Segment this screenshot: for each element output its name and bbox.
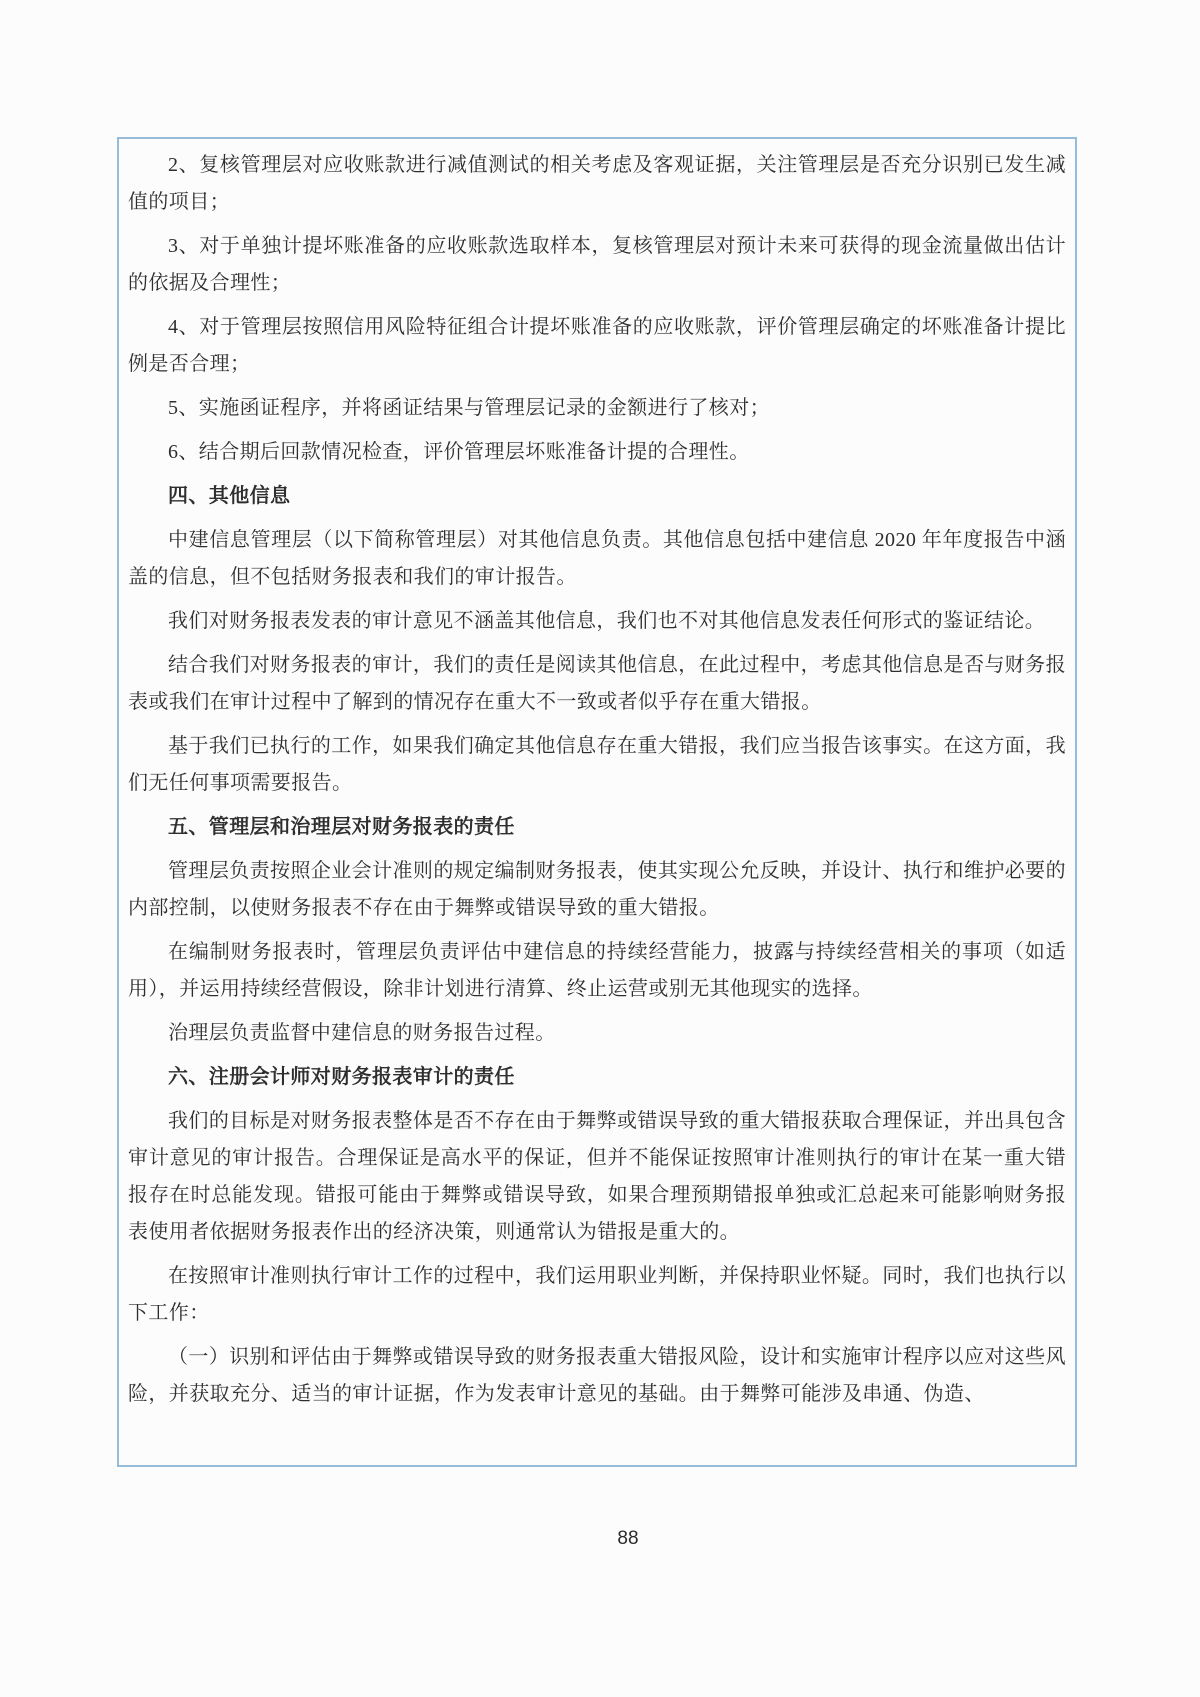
- report-paragraph: 结合我们对财务报表的审计，我们的责任是阅读其他信息，在此过程中，考虑其他信息是否与财务报表或我们在审计过程中了解到的情况存在重大不一致或者似乎存在重大错报。: [128, 654, 1066, 713]
- report-paragraph: 在按照审计准则执行审计工作的过程中，我们运用职业判断，并保持职业怀疑。同时，我们也执行以下工作：: [128, 1265, 1066, 1324]
- report-paragraph: 在编制财务报表时，管理层负责评估中建信息的持续经营能力，披露与持续经营相关的事项（如适用），并运用持续经营假设，除非计划进行清算、终止运营或别无其他现实的选择。: [128, 941, 1066, 1000]
- section-heading: 六、注册会计师对财务报表审计的责任: [168, 1066, 515, 1088]
- report-paragraph: 中建信息管理层（以下简称管理层）对其他信息负责。其他信息包括中建信息 2020 年年度报告中涵盖的信息，但不包括财务报表和我们的审计报告。: [128, 529, 1066, 588]
- report-paragraph: 管理层负责按照企业会计准则的规定编制财务报表，使其实现公允反映，并设计、执行和维护必要的内部控制，以使财务报表不存在由于舞弊或错误导致的重大错报。: [128, 860, 1066, 919]
- report-paragraph: （一）识别和评估由于舞弊或错误导致的财务报表重大错报风险，设计和实施审计程序以应对这些风险，并获取充分、适当的审计证据，作为发表审计意见的基础。由于舞弊可能涉及串通、伪造、: [128, 1346, 1066, 1405]
- section-heading: 四、其他信息: [168, 485, 291, 507]
- report-paragraph: 基于我们已执行的工作，如果我们确定其他信息存在重大错报，我们应当报告该事实。在这方面，我们无任何事项需要报告。: [128, 735, 1066, 794]
- report-paragraph: 6、结合期后回款情况检查，评价管理层坏账准备计提的合理性。: [168, 441, 750, 463]
- report-paragraph: 2、复核管理层对应收账款进行减值测试的相关考虑及客观证据，关注管理层是否充分识别已发生减值的项目；: [128, 154, 1066, 213]
- report-paragraph: 治理层负责监督中建信息的财务报告过程。: [168, 1022, 556, 1044]
- report-paragraph: 3、对于单独计提坏账准备的应收账款选取样本，复核管理层对预计未来可获得的现金流量做出估计的依据及合理性；: [128, 235, 1066, 294]
- report-text-frame: [117, 137, 1077, 1467]
- report-paragraph: 我们对财务报表发表的审计意见不涵盖其他信息，我们也不对其他信息发表任何形式的鉴证结论。: [168, 610, 1046, 632]
- report-paragraph: 4、对于管理层按照信用风险特征组合计提坏账准备的应收账款，评价管理层确定的坏账准备计提比例是否合理；: [128, 316, 1066, 375]
- section-heading: 五、管理层和治理层对财务报表的责任: [168, 816, 515, 838]
- report-paragraph: 5、实施函证程序，并将函证结果与管理层记录的金额进行了核对；: [168, 397, 770, 419]
- report-paragraph: 我们的目标是对财务报表整体是否不存在由于舞弊或错误导致的重大错报获取合理保证，并出具包含审计意见的审计报告。合理保证是高水平的保证，但并不能保证按照审计准则执行的审计在某一重大错报存在时总能发现。错报可能由于舞弊或错误导致，如果合理预期错报单独或汇总起来可能影响财务报表使用者依据财务报表作出的经济决策，则通常认为错报是重大的。: [128, 1110, 1066, 1243]
- page-number: 88: [617, 1528, 639, 1549]
